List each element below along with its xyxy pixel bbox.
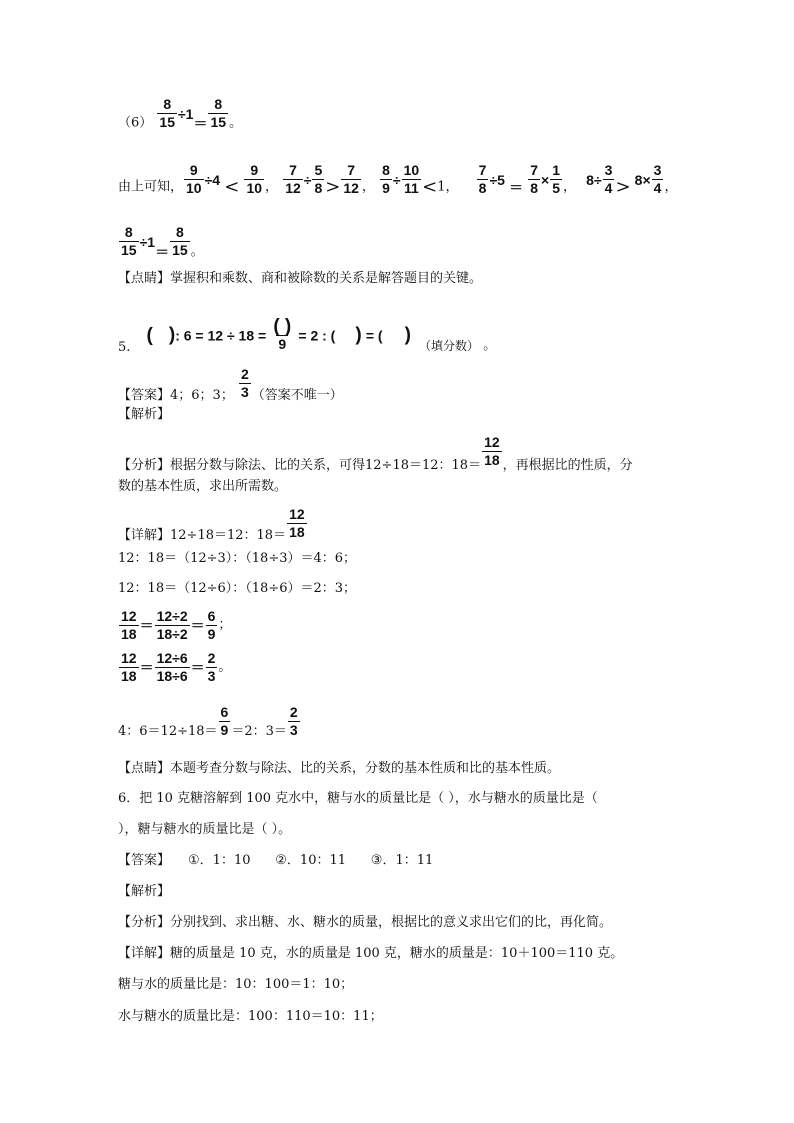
fraction-blank (271, 318, 293, 353)
punctuation: ； (218, 617, 232, 633)
separator: ， (563, 179, 577, 195)
frac-den: 8 (478, 180, 487, 196)
frac-num: 12÷2 (156, 608, 188, 624)
equals: ＝ (190, 617, 205, 634)
frac-den: 15 (121, 242, 137, 258)
frac-den: 5 (552, 180, 560, 196)
equals: ＝ (139, 617, 154, 634)
operator: ÷ (392, 171, 401, 188)
fraction (184, 162, 204, 197)
fraction (119, 650, 139, 685)
period: 。 (190, 243, 204, 259)
frac-num: 7 (347, 162, 356, 178)
separator: ， (664, 179, 678, 195)
frac-den: 18 (121, 626, 137, 642)
frac-den: 4 (653, 180, 662, 196)
detail-text: 糖的质量是 10 克，水的质量是 100 克，糖水的质量是：10＋100＝110 克。 (170, 946, 624, 961)
tag-label: 【分析】 (118, 457, 171, 473)
frac-den: 10 (246, 180, 263, 196)
analysis-heading: 【解析】 (118, 884, 171, 899)
question-number: 5. (118, 339, 131, 355)
paren-close: ) (168, 324, 176, 346)
frac-num: 3 (653, 162, 662, 178)
frac-num: 8 (163, 96, 172, 112)
frac-num: 8 (124, 224, 133, 240)
fraction (482, 434, 502, 469)
key-point-text: 掌握积和乘数、商和被除数的关系是解答题目的关键。 (170, 271, 483, 286)
punctuation: 。 (218, 659, 232, 675)
fraction (312, 162, 324, 197)
equals: ＝ (155, 243, 170, 260)
step-line (118, 608, 231, 643)
frac-num: 8 (175, 224, 184, 240)
frac-num: 12 (289, 506, 305, 522)
key-point (118, 760, 560, 779)
frac-den: 18÷6 (156, 668, 188, 684)
analysis-text: 根据分数与除法、比的关系，可得12÷18＝12：18＝ (170, 457, 482, 473)
operator: ÷ (303, 171, 312, 188)
frac-num: 2 (289, 704, 298, 720)
period: 。 (229, 115, 243, 131)
answer-6 (118, 852, 433, 871)
comparison: > (615, 176, 631, 198)
fraction (528, 162, 540, 197)
fraction (155, 650, 190, 685)
operator: × (541, 171, 550, 188)
paren-close: ) (404, 324, 411, 346)
frac-den: 3 (240, 384, 249, 400)
frac-den: 9 (382, 180, 390, 196)
frac-den: 15 (172, 242, 188, 258)
operator: ÷1 (139, 233, 156, 250)
equals: ＝ (139, 659, 154, 676)
step-text: 4：6＝12÷18＝ (118, 723, 218, 739)
fraction (550, 162, 562, 197)
fraction (283, 162, 303, 197)
frac-num: 8 (214, 96, 223, 112)
step-line (118, 704, 301, 739)
frac-den: 15 (210, 114, 227, 130)
item-label: （6） (118, 115, 153, 131)
fraction (219, 704, 231, 739)
frac-num: 8 (382, 162, 390, 178)
comparison: > (325, 176, 341, 198)
detail-5 (118, 506, 308, 545)
question-5 (118, 318, 496, 353)
question-6: 6．把 10 克糖溶解到 100 克水中，糖与水的质量比是（ ），水与糖水的质量比是（ (118, 791, 598, 806)
answer-text: 4；6；3； (170, 387, 234, 403)
operator: ÷4 (204, 171, 221, 188)
frac-num: 5 (314, 162, 323, 178)
frac-num: 1 (552, 162, 560, 178)
fraction (244, 162, 264, 197)
step-line: 12：18＝（12÷3）：（18÷3）＝4：6； (118, 551, 357, 566)
frac-num: 7 (478, 162, 487, 178)
frac-den: 3 (207, 668, 216, 684)
frac-den: 12 (285, 180, 301, 196)
answer-5 (118, 368, 343, 403)
frac-den: 18 (289, 524, 305, 540)
fraction (652, 162, 664, 197)
separator: ， (361, 179, 375, 195)
answer-note: （答案不唯一） (251, 387, 343, 403)
comparison: < (422, 176, 438, 198)
value-text: 1， (437, 179, 459, 195)
frac-den: 18÷2 (156, 626, 188, 642)
expression: = 2 : ( (298, 327, 336, 344)
operator: 8÷ (586, 171, 602, 188)
fraction (119, 224, 139, 259)
expression: : 6 = 12 ÷ 18 = (175, 327, 267, 344)
tag-label: 【详解】 (118, 946, 171, 961)
period: 。 (483, 337, 497, 353)
frac-den: 18 (121, 668, 137, 684)
step-line: 12：18＝（12÷6）：（18÷6）＝2：3； (118, 581, 357, 596)
frac-den: 15 (159, 114, 175, 130)
detail-6 (118, 945, 623, 964)
operator: ÷1 (178, 105, 194, 122)
tag-label: 【详解】 (118, 527, 171, 543)
step-line: 水与糖水的质量比是：100：110＝10：11； (118, 1009, 383, 1024)
analysis-5-cont: 数的基本性质，求出所需数。 (118, 479, 288, 494)
frac-den: 3 (289, 722, 298, 738)
analysis-6 (118, 914, 612, 933)
frac-den: 4 (604, 180, 613, 196)
frac-den: 8 (314, 180, 323, 196)
frac-den: 9 (220, 722, 229, 738)
frac-num: 10 (403, 162, 420, 178)
fraction (239, 366, 251, 401)
frac-den: 11 (403, 180, 419, 196)
key-point-text: 本题考查分数与除法、比的关系，分数的基本性质和比的基本性质。 (170, 761, 561, 776)
detail-text: 12÷18＝12：18＝ (170, 527, 287, 543)
fraction (206, 608, 218, 643)
step-text: ＝2：3＝ (231, 723, 287, 739)
summary-line (118, 162, 678, 205)
tag-label: 【分析】 (118, 915, 171, 930)
analysis-heading: 【解析】 (118, 407, 171, 422)
hint: （填分数） (419, 338, 480, 353)
frac-num: 2 (207, 650, 216, 666)
frac-num: 12÷6 (156, 650, 188, 666)
frac-den: 12 (343, 180, 359, 196)
question-6-cont: ），糖与糖水的质量比是（ ）。 (118, 822, 292, 837)
fraction (477, 162, 489, 197)
analysis-5 (118, 434, 633, 475)
analysis-text: 分别找到、求出糖、水、糖水的质量，根据比的意义求出它们的比，再化简。 (170, 915, 613, 930)
frac-num: 12 (484, 434, 500, 450)
operator: ÷5 (489, 171, 505, 188)
step-line: 糖与水的质量比是：10：100＝1：10； (118, 977, 354, 992)
fraction (157, 96, 177, 131)
frac-num: 2 (240, 366, 249, 382)
fraction (603, 162, 615, 197)
frac-den: 18 (484, 452, 500, 468)
tag-label: 【答案】 (118, 853, 171, 868)
fraction (155, 608, 190, 643)
frac-num: 9 (189, 162, 198, 178)
fraction (170, 224, 190, 259)
fraction (287, 506, 307, 541)
frac-den: 9 (278, 336, 287, 352)
frac-num: 6 (207, 608, 216, 624)
fraction (119, 608, 139, 643)
frac-num: 7 (530, 162, 539, 178)
comparison: < (224, 176, 240, 198)
equals: ＝ (190, 659, 205, 676)
equals: ＝ (193, 115, 208, 132)
frac-den: 9 (207, 626, 216, 642)
tag-label: 【答案】 (118, 387, 171, 403)
fraction (402, 162, 422, 197)
frac-num: 9 (250, 162, 259, 178)
frac-num: 7 (289, 162, 297, 178)
summary-intro: 由上可知， (118, 179, 184, 195)
paren-close: ) (355, 324, 362, 346)
paren-open: ( (146, 324, 153, 346)
equals: ＝ (509, 179, 524, 196)
frac-num: 3 (604, 162, 613, 178)
result-line (118, 224, 204, 263)
tag-label: 【点睛】 (118, 271, 171, 286)
step-line (118, 650, 231, 685)
key-point (118, 270, 482, 289)
tag-label: 【点睛】 (118, 761, 171, 776)
fraction (380, 162, 392, 197)
fraction (206, 650, 218, 685)
operator: 8× (634, 171, 651, 188)
expression: = ( (365, 327, 383, 344)
frac-den: 10 (186, 180, 202, 196)
frac-num: 12 (121, 608, 137, 624)
fraction (341, 162, 361, 197)
frac-num: ( ) (273, 316, 292, 337)
separator: ， (265, 179, 279, 195)
fraction (288, 704, 300, 739)
frac-num: 6 (220, 704, 229, 720)
solution-line-6 (118, 96, 243, 141)
analysis-text: ，再根据比的性质，分 (502, 457, 633, 473)
answer-text: ①．1：10 ②．10：11 ③．1：11 (188, 853, 434, 868)
frac-num: 12 (121, 650, 137, 666)
fraction (208, 96, 228, 131)
frac-den: 8 (530, 180, 539, 196)
